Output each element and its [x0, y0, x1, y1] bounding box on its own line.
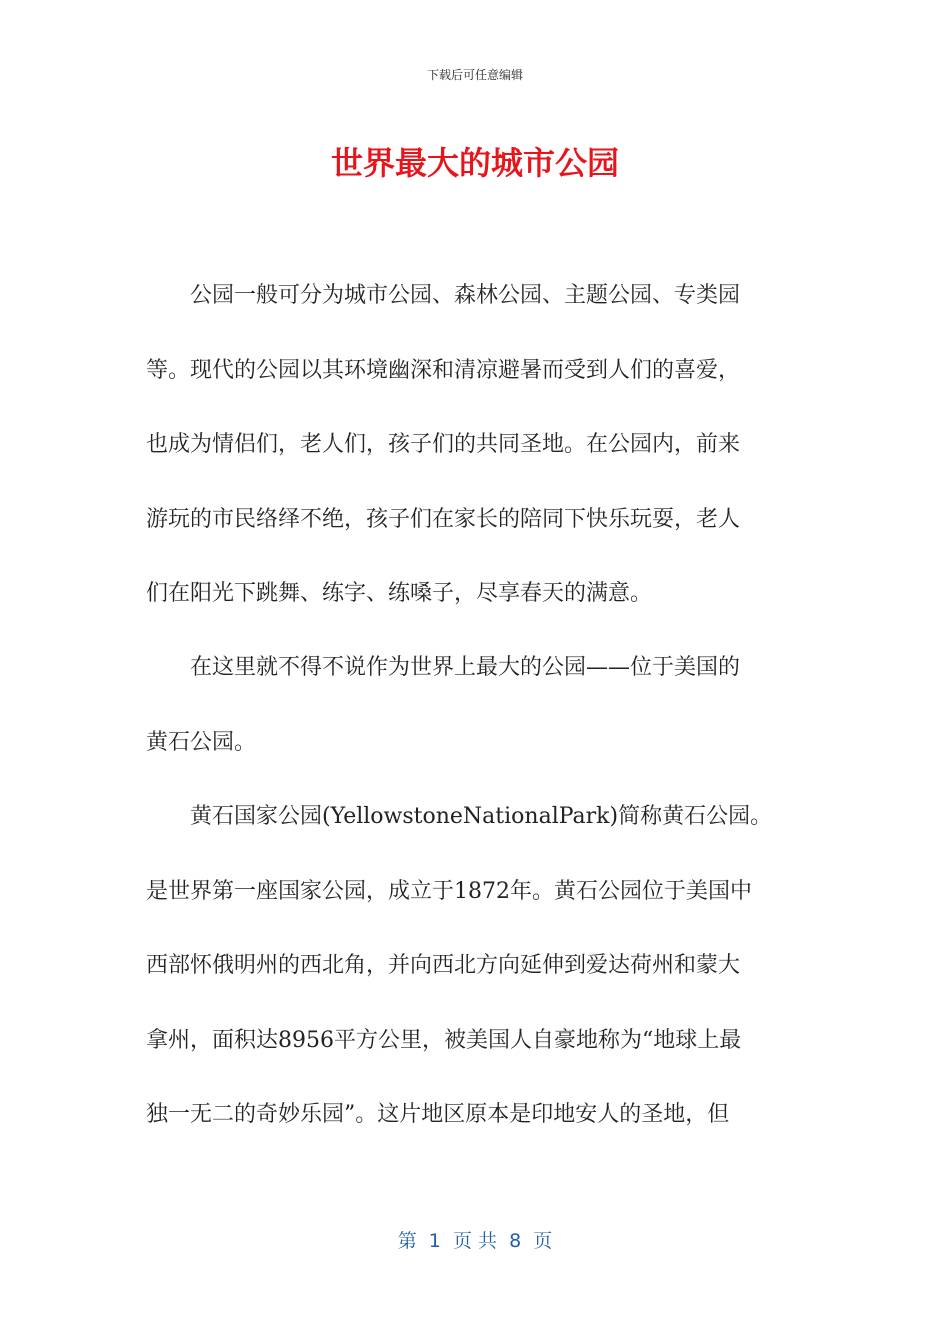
page-footer: 第 1 页 共 8 页 — [397, 1230, 553, 1252]
paragraph-line: 游玩的市民络绎不绝，孩子们在家长的陪同下快乐玩耍，老人 — [146, 506, 741, 532]
paragraph-line: 公园一般可分为城市公园、森林公园、主题公园、专类园 — [146, 283, 741, 308]
paragraph-line: 是世界第一座国家公园，成立于1872年。黄石公园位于美国中 — [146, 878, 752, 904]
paragraph-2 — [146, 652, 806, 801]
paragraph-line: 在这里就不得不说作为世界上最大的公园——位于美国的 — [146, 655, 741, 680]
paragraph-line: 西部怀俄明州的西北角，并向西北方向延伸到爱达荷州和蒙大 — [146, 953, 741, 978]
paragraph-line: 黄石国家公园(YellowstoneNationalPark)简称黄石公园。 — [146, 804, 773, 829]
paragraph-line: 拿州，面积达8956平方公里，被美国人自豪地称为“地球上最 — [146, 1027, 742, 1053]
paragraph-line: 等。现代的公园以其环境幽深和清凉避暑而受到人们的喜爱， — [146, 357, 741, 383]
paragraph-line: 也成为情侣们，老人们，孩子们的共同圣地。在公园内，前来 — [146, 432, 741, 457]
paragraph-3 — [146, 801, 806, 1174]
paragraph-1 — [146, 280, 806, 653]
paragraph-line: 独一无二的奇妙乐园”。这片地区原本是印地安人的圣地，但 — [146, 1102, 730, 1127]
document-title: 世界最大的城市公园 — [330, 144, 619, 182]
page-header: 下载后可任意编辑 — [426, 68, 523, 82]
paragraph-line: 黄石公园。 — [146, 729, 257, 755]
paragraph-line: 们在阳光下跳舞、练字、练嗓子，尽享春天的满意。 — [146, 581, 653, 606]
